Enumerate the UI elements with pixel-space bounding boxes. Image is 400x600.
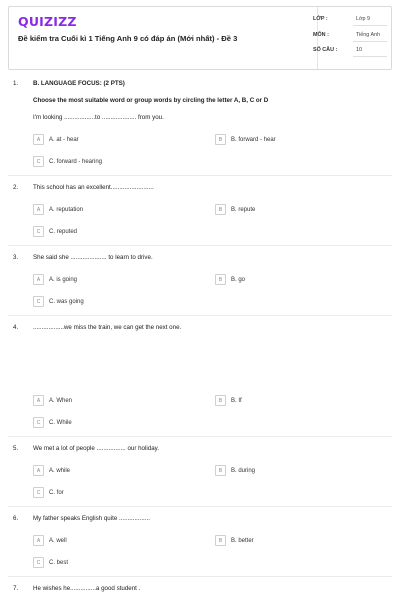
- option-text: B. If: [231, 397, 242, 404]
- worksheet-title: Đề kiểm tra Cuối kì 1 Tiếng Anh 9 có đáp án (Mới nhất) - Đề 3: [18, 34, 238, 43]
- meta-label: MÔN :: [313, 32, 329, 38]
- question-text: I'm looking ..................to .................... from you.: [33, 114, 164, 121]
- option-letter-box: C: [33, 487, 44, 498]
- option-text: A. at - hear: [49, 136, 79, 143]
- option-letter-box: A: [33, 134, 44, 145]
- question-divider: [8, 175, 392, 176]
- question-text: My father speaks English quite ..................: [33, 515, 150, 522]
- option-b[interactable]: [215, 465, 255, 476]
- section-instruction: Choose the most suitable word or group words by circling the letter A, B, C or D: [33, 97, 269, 104]
- question-divider: [8, 315, 392, 316]
- option-letter-box: C: [33, 557, 44, 568]
- option-c[interactable]: [33, 487, 64, 498]
- option-text: A. well: [49, 537, 67, 544]
- option-text: B. during: [231, 467, 256, 474]
- option-c[interactable]: [33, 557, 68, 568]
- option-letter-box: C: [33, 296, 44, 307]
- option-letter-box: A: [33, 465, 44, 476]
- option-c[interactable]: [33, 417, 72, 428]
- section-heading: B. LANGUAGE FOCUS: (2 PTS): [33, 80, 125, 87]
- question-text: We met a lot of people ................. our holiday.: [33, 445, 159, 452]
- question-number: 1.: [13, 80, 19, 87]
- option-letter-box: A: [33, 535, 44, 546]
- option-c[interactable]: [33, 296, 84, 307]
- option-a[interactable]: [33, 134, 79, 145]
- question-text: ..................we miss the train, we can get the next one.: [33, 324, 182, 331]
- meta-value: Tiếng Anh: [356, 32, 381, 38]
- meta-underline: [353, 56, 387, 57]
- option-b[interactable]: [215, 535, 254, 546]
- question-divider: [8, 436, 392, 437]
- question-text: He wishes he...............a good student .: [33, 585, 141, 592]
- option-text: C. for: [49, 489, 64, 496]
- option-text: C. best: [49, 559, 69, 566]
- question-divider: [8, 245, 392, 246]
- option-letter-box: B: [215, 204, 226, 215]
- option-letter-box: B: [215, 535, 226, 546]
- option-text: A. reputation: [49, 206, 84, 213]
- option-letter-box: A: [33, 395, 44, 406]
- option-text: A. is going: [49, 276, 78, 283]
- option-text: C. reputed: [49, 228, 78, 235]
- option-letter-box: C: [33, 417, 44, 428]
- question-text: She said she ..................... to learn to drive.: [33, 254, 153, 261]
- meta-label: SỐ CÂU :: [313, 47, 338, 53]
- option-text: A. while: [49, 467, 71, 474]
- question-divider: [8, 506, 392, 507]
- option-text: C. was going: [49, 298, 84, 305]
- option-letter-box: C: [33, 226, 44, 237]
- option-a[interactable]: [33, 395, 72, 406]
- option-text: C. While: [49, 419, 72, 426]
- meta-underline: [353, 25, 387, 26]
- option-b[interactable]: [215, 395, 242, 406]
- option-letter-box: C: [33, 156, 44, 167]
- option-text: A. When: [49, 397, 73, 404]
- option-a[interactable]: [33, 274, 77, 285]
- option-a[interactable]: [33, 535, 67, 546]
- question-number: 5.: [13, 445, 19, 452]
- question-divider: [8, 576, 392, 577]
- option-c[interactable]: [33, 226, 77, 237]
- option-b[interactable]: [215, 204, 255, 215]
- option-text: B. go: [231, 276, 246, 283]
- meta-label: LỚP :: [313, 16, 328, 22]
- option-a[interactable]: [33, 204, 83, 215]
- question-number: 3.: [13, 254, 19, 261]
- option-letter-box: B: [215, 465, 226, 476]
- option-b[interactable]: [215, 134, 276, 145]
- option-b[interactable]: [215, 274, 245, 285]
- option-letter-box: B: [215, 395, 226, 406]
- question-number: 2.: [13, 184, 19, 191]
- meta-value: Lớp 9: [356, 16, 371, 22]
- question-text: This school has an excellent.........................: [33, 184, 154, 191]
- question-number: 6.: [13, 515, 19, 522]
- option-text: C. forward - hearing: [49, 158, 103, 165]
- option-text: B. better: [231, 537, 254, 544]
- option-text: B. repute: [231, 206, 256, 213]
- question-number: 4.: [13, 324, 19, 331]
- meta-underline: [353, 41, 387, 42]
- meta-value: 10: [356, 47, 362, 53]
- option-letter-box: B: [215, 274, 226, 285]
- option-letter-box: A: [33, 204, 44, 215]
- option-letter-box: B: [215, 134, 226, 145]
- option-letter-box: A: [33, 274, 44, 285]
- option-c[interactable]: [33, 156, 102, 167]
- option-a[interactable]: [33, 465, 70, 476]
- option-text: B. forward - hear: [231, 136, 276, 143]
- question-number: 7.: [13, 585, 19, 592]
- quizizz-logo: QUIZIZZ: [18, 14, 77, 29]
